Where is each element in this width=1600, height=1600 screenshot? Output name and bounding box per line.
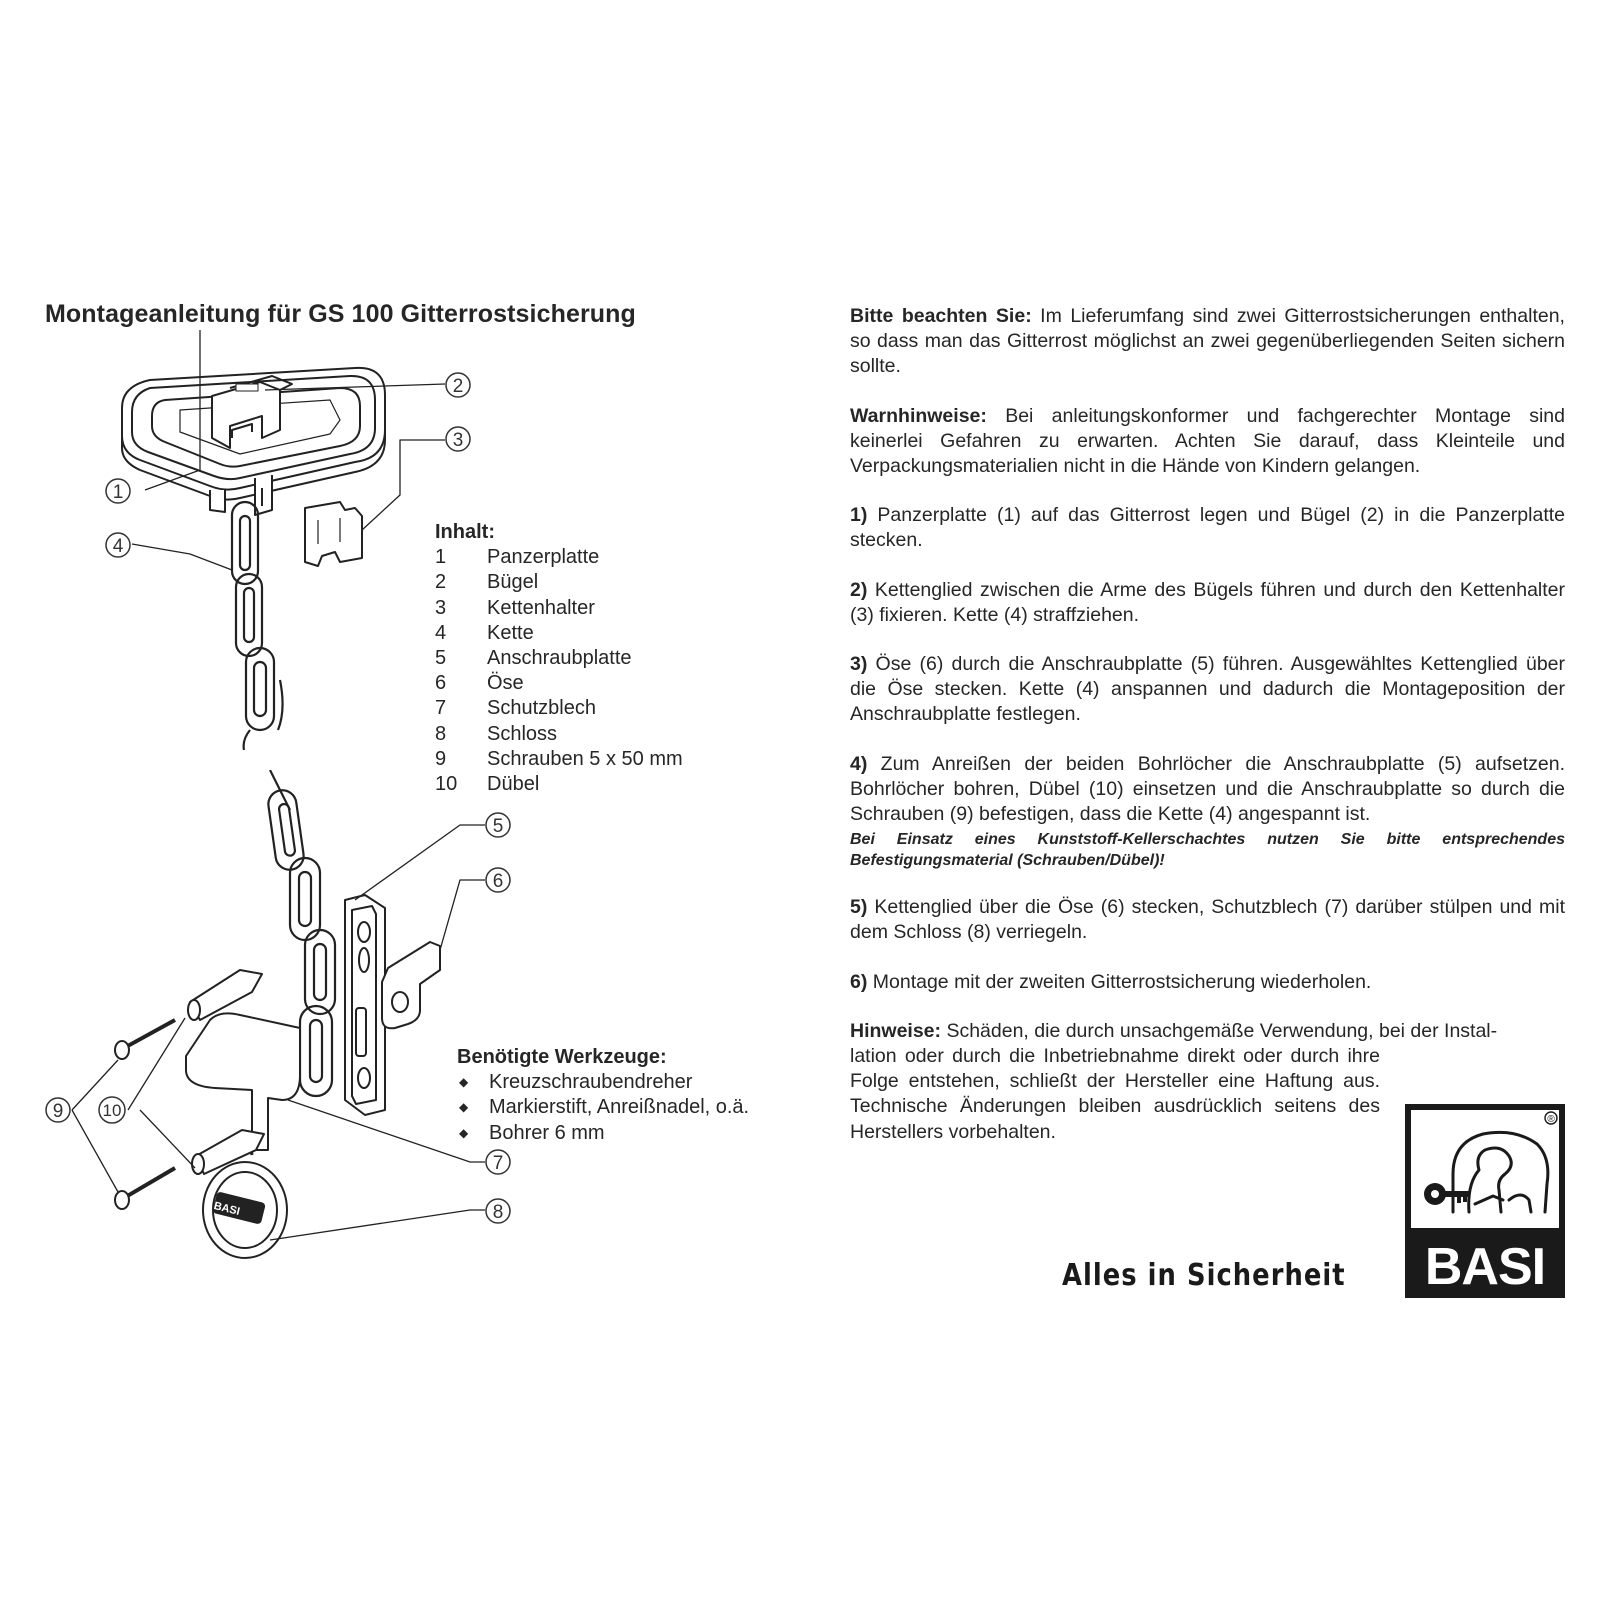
contents-list	[435, 520, 683, 797]
warning-paragraph: Warnhinweise: Bei anleitungskonformer und fachgerechter Montage sind keinerlei Gefahren zu erwarten. Achten Sie darauf, dass Kleinteile und Verpackungsmaterialien nicht in die Hände von Kindern gelangen.	[850, 404, 1565, 478]
callout-4: 4	[112, 536, 124, 557]
step-4-warning: Bei Einsatz eines Kunststoff-Kellerschachtes nutzen Sie bitte entsprechendes Befestigungsmaterial (Schrauben/Dübel)!	[850, 831, 1565, 870]
callout-2: 2	[452, 376, 464, 397]
elephant-icon	[1405, 1104, 1565, 1298]
callout-8: 8	[492, 1202, 504, 1223]
list-item: 8 Schloss	[435, 722, 558, 745]
callout-7: 7	[492, 1153, 504, 1174]
hints-paragraph: Hinweise: Schäden, die durch unsachgemäße Verwendung, bei der Instal- lation oder durch die Inbetriebnahme direkt oder durch ihre Folge entstehen, schließt der Hersteller eine Haftung aus. Technische Änderungen bleiben ausdrücklich seitens des Herstellers vorbehalten.	[850, 1019, 1498, 1143]
list-item: 2 Bügel	[435, 571, 539, 594]
bullet-icon: ◆	[459, 1075, 469, 1090]
callout-6: 6	[492, 871, 504, 892]
brand-logo	[1405, 1104, 1565, 1298]
list-item: 3 Kettenhalter	[435, 596, 595, 619]
step-6: 6) Montage mit der zweiten Gitterrostsicherung wiederholen.	[850, 970, 1372, 993]
page-title: Montageanleitung für GS 100 Gitterrostsicherung	[45, 300, 636, 328]
list-item: 10 Dübel	[435, 773, 540, 796]
instructions-column	[850, 304, 1565, 1145]
eyelet-drawing	[382, 942, 440, 1028]
step-5: 5) Kettenglied über die Öse (6) stecken, Schutzblech (7) darüber stülpen und mit dem Schloss (8) verriegeln.	[850, 896, 1565, 944]
chain-drawing	[232, 502, 283, 750]
screw-plate-drawing	[345, 895, 385, 1115]
callout-3: 3	[452, 430, 464, 451]
tools-heading: Benötigte Werkzeuge:	[457, 1046, 667, 1068]
callout-10: 10	[102, 1101, 122, 1120]
list-item: 9 Schrauben 5 x 50 mm	[435, 747, 683, 770]
brand-name: BASI	[1424, 1238, 1546, 1296]
step-2: 2) Kettenglied zwischen die Arme des Bügels führen und durch den Kettenhalter (3) fixieren. Kette (4) straffziehen.	[850, 578, 1565, 626]
list-item: ◆ Bohrer 6 mm	[457, 1121, 749, 1146]
bullet-icon: ◆	[459, 1100, 469, 1115]
list-item: 4 Kette	[435, 621, 534, 644]
list-item: 6 Öse	[435, 672, 524, 695]
contents-heading: Inhalt:	[435, 521, 495, 543]
step-1: 1) Panzerplatte (1) auf das Gitterrost legen und Bügel (2) in die Panzerplatte stecken.	[850, 504, 1565, 552]
callout-5: 5	[492, 816, 504, 837]
list-item: ◆ Kreuzschraubendreher	[457, 1070, 749, 1095]
list-item: 7 Schutzblech	[435, 697, 596, 720]
callout-9: 9	[52, 1101, 64, 1122]
list-item: 1 Panzerplatte	[435, 546, 600, 569]
bullet-icon: ◆	[459, 1125, 469, 1140]
brand-slogan: Alles in Sicherheit	[1062, 1258, 1346, 1293]
list-item: 5 Anschraubplatte	[435, 647, 632, 670]
tools-list	[457, 1045, 749, 1146]
note-paragraph: Bitte beachten Sie: Im Lieferumfang sind zwei Gitterrostsicherungen enthalten, so dass man das Gitterrost möglichst an zwei gegenüberliegenden Seiten sichern sollte.	[850, 305, 1565, 378]
step-3: 3) Öse (6) durch die Anschraubplatte (5) führen. Ausgewähltes Kettenglied über die Öse stecken. Kette (4) anspannen und dadurch die Montageposition der Anschraubplatte festlegen.	[850, 653, 1565, 726]
padlock-brand-label: BASI	[212, 1199, 241, 1218]
list-item: ◆ Markierstift, Anreißnadel, o.ä.	[457, 1095, 749, 1120]
callout-1: 1	[112, 482, 124, 503]
registered-mark: ®	[1547, 1114, 1555, 1125]
chain-holder-drawing	[305, 502, 362, 566]
assembly-illustration-bottom	[0, 770, 780, 1280]
step-4: 4) Zum Anreißen der beiden Bohrlöcher die Anschraubplatte (5) aufsetzen. Bohrlöcher bohren, Dübel (10) einsetzen und die Anschraubplatte so durch die Schrauben (9) befestigen, dass die Kette (4) angespannt ist. Bei Einsatz eines Kunststoff-Kellerschachtes nutzen Sie bitte entsprechendes Befestigungsmaterial (Schrauben/Dübel)!	[850, 752, 1565, 870]
